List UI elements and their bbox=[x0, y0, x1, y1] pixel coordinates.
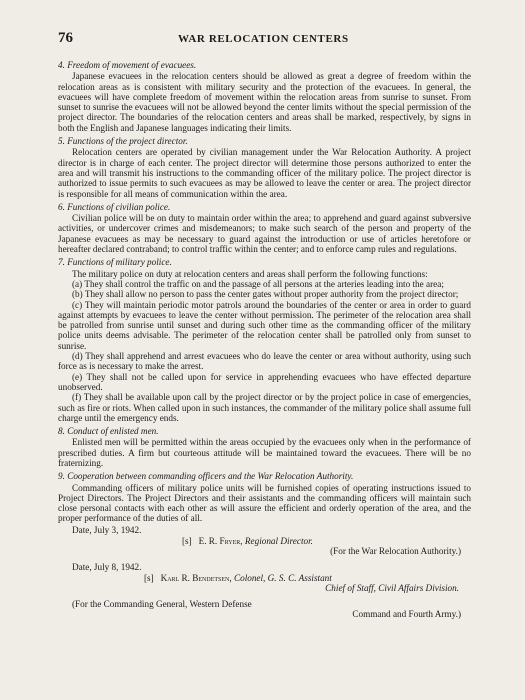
paragraph: (f) They shall be available upon call by the project director or by the project police in case of emergencies, such as fire or riots. When called upon in such instances, the commander of the military police shall assume full charge until the emergency ends. bbox=[58, 392, 471, 423]
signatory-name: Karl R. Bendetsen, bbox=[160, 572, 232, 583]
section-heading: 8. Conduct of enlisted men. bbox=[58, 426, 159, 437]
document-body bbox=[58, 60, 471, 619]
date-line: Date, July 8, 1942. bbox=[72, 561, 142, 572]
signature-line bbox=[58, 536, 471, 546]
section-heading: 6. Functions of civilian police. bbox=[58, 201, 171, 212]
paragraph: Enlisted men will be permitted within the areas occupied by the evacuees only when in the performance of prescribed duties. A firm but courteous attitude will be maintained toward the evacuees. There will be no fraternizing. bbox=[58, 437, 471, 468]
section-heading: 4. Freedom of movement of evacuees. bbox=[58, 60, 197, 70]
paragraph: (e) They shall not be called upon for service in apprehending evacuees who have effected departure unobserved. bbox=[58, 371, 471, 392]
paragraph: Relocation centers are operated by civilian management under the War Relocation Authority. A project director is in charge of each center. The project director will determine those persons authorized to enter the area and will transmit his instructions to the commanding officer of the military police. The project director is authorized to issue permits to such evacuees as may be allowed to leave the center or area. The project director is responsible for all means of communication within the area. bbox=[58, 147, 471, 199]
running-title: WAR RELOCATION CENTERS bbox=[178, 33, 349, 45]
section-heading: 9. Cooperation between commanding officers and the War Relocation Authority. bbox=[58, 471, 354, 482]
signatory-title: Colonel, G. S. C. Assistant bbox=[233, 572, 332, 583]
page-number: 76 bbox=[58, 30, 73, 46]
paragraph: Civilian police will be on duty to maintain order within the area; to apprehend and guard against subversive activities, or undercover crimes and misdemeanors; to make such search of the person and property of the Japanese evacuees as may be necessary to guard against the introduction or use of articles heretofore or hereafter declared contraband; to control traffic within the center; and to enforce camp rules and regulations. bbox=[58, 213, 471, 255]
paragraph: (b) They shall allow no person to pass the center gates without proper authority from the project director; bbox=[72, 289, 459, 300]
signatory-title-continued: Chief of Staff, Civil Affairs Division. bbox=[325, 583, 459, 594]
paragraph: Japanese evacuees in the relocation centers should be allowed as great a degree of freedom within the relocation areas as is consistent with military security and the protection of the evacuees. In general, the evacuees will have complete freedom of movement within the relocation areas from sunrise to sunset. From sunset to sunrise the evacuees will not be allowed beyond the center limits without the special permission of the project director. The boundaries of the relocation centers and areas shall be marked, respectively, by signs in both the English and Japanese languages indicating their limits. bbox=[58, 71, 471, 133]
paragraph: Commanding officers of military police units will be furnished copies of operating instructions issued to Project Directors. The Project Directors and their assistants and the commanding officers will maintain such close personal contacts with each other as will assure the efficient and orderly operation of the area, and the proper performance of the duties of all. bbox=[58, 482, 471, 524]
paragraph: (d) They shall apprehend and arrest evacuees who do leave the center or area without authority, using such force as is necessary to make the arrest. bbox=[58, 351, 471, 372]
signature-mark: [s] bbox=[182, 536, 192, 547]
for-line-continued: Command and Fourth Army.) bbox=[352, 608, 461, 619]
section-heading: 5. Functions of the project director. bbox=[58, 136, 188, 147]
date-line: Date, July 3, 1942. bbox=[72, 524, 142, 535]
paragraph: (a) They shall control the traffic on and the passage of all persons at the arteries leading into the area; bbox=[72, 278, 444, 289]
running-head bbox=[58, 30, 471, 52]
for-line: (For the Commanding General, Western Defense bbox=[72, 598, 252, 609]
paragraph: The military police on duty at relocation centers and areas shall perform the following functions: bbox=[72, 268, 428, 279]
signatory-organization: (For the War Relocation Authority.) bbox=[330, 546, 461, 557]
signatory-title: Regional Director. bbox=[244, 536, 313, 547]
signature-mark: [s] bbox=[144, 572, 154, 583]
signature-line bbox=[58, 573, 471, 583]
signatory-name: E. R. Fryer, bbox=[198, 536, 243, 547]
section-heading: 7. Functions of military police. bbox=[58, 257, 172, 268]
paragraph: (c) They will maintain periodic motor patrols around the boundaries of the center or area in order to guard against attempts by evacuees to leave the center without permission. The perimeter of the relocation area shall be patrolled from sunrise until sunset and during such other time as the commanding officer of the military police units deems advisable. The perimeter of the relocation center shall be patrolled only from sunset to sunrise. bbox=[58, 299, 471, 351]
